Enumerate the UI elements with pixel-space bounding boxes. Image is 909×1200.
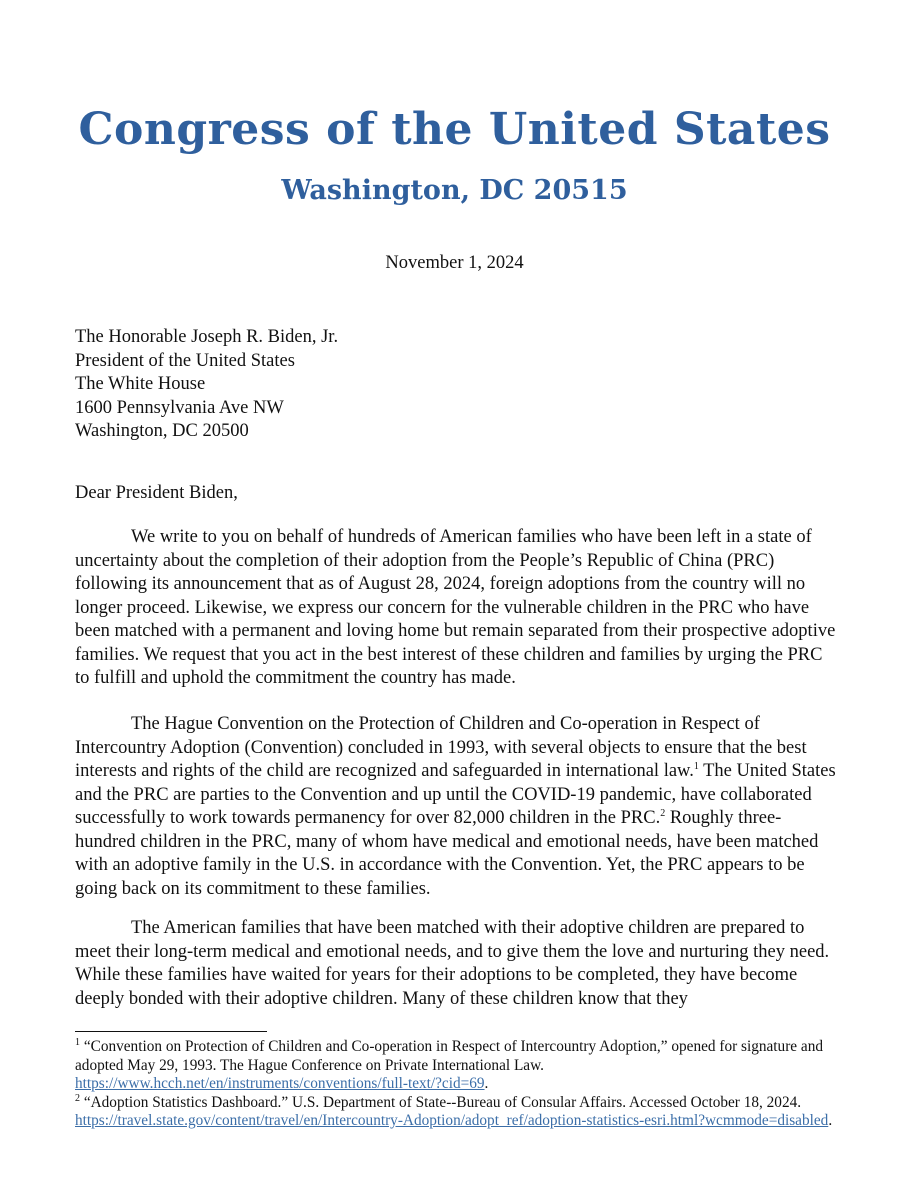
footnote-link[interactable]: https://travel.state.gov/content/travel/en/Intercountry-Adoption/adopt_ref/adoption-statistics-esri.html?wcmmode=disabled	[75, 1112, 829, 1129]
recipient-line: The Honorable Joseph R. Biden, Jr.	[75, 327, 339, 347]
footnote-divider	[75, 1031, 267, 1032]
footnote-text: “Adoption Statistics Dashboard.” U.S. Department of State--Bureau of Consular Affairs. Accessed October 18, 2024.	[80, 1093, 802, 1111]
body-paragraph-3: The American families that have been matched with their adoptive children are prepared to meet their long-term medical and emotional needs, and to give them the love and nurturing they need. While these families have waited for years for their adoptions to be completed, they have become deeply bonded with their adoptive children. Many of these children know that they	[75, 918, 830, 1009]
footnote-text: “Convention on Protection of Children and Co-operation in Respect of Intercountry Adoption,” opened for signature and adopted May 29, 1993. The Hague Conference on Private International Law.	[75, 1038, 823, 1074]
footnotes	[75, 1038, 837, 1131]
letterhead-subtitle: Washington, DC 20515	[281, 175, 628, 206]
paragraph-text: Roughly three-hundred children in the PRC, many of whom have medical and emotional needs, have been matched with an adoptive family in the U.S. in accordance with the Convention. Yet, the PRC appears to be going back on its commitment to these families.	[75, 808, 819, 899]
letterhead-title: Congress of the United States	[78, 104, 831, 155]
footnote-link[interactable]: https://www.hcch.net/en/instruments/conventions/full-text/?cid=69	[75, 1075, 485, 1092]
paragraph-text: The United States and the PRC are parties to the Convention and up until the COVID-19 pandemic, have collaborated successfully to work towards permanency for over 82,000 children in the PRC.	[75, 761, 836, 828]
recipient-address	[75, 326, 338, 444]
salutation: Dear President Biden,	[75, 483, 238, 503]
body-paragraph-1: We write to you on behalf of hundreds of American families who have been left in a state of uncertainty about the completion of their adoption from the People’s Republic of China (PRC) following its announcement that as of August 28, 2024, foreign adoptions from the country will no longer proceed. Likewise, we express our concern for the vulnerable children in the PRC who have been matched with a permanent and loving home but remain separated from their prospective adoptive families. We request that you act in the best interest of these children and families by urging the PRC to fulfill and uphold the commitment the country has made.	[75, 527, 836, 688]
recipient-line: The White House	[75, 374, 206, 394]
body-paragraph-2	[75, 713, 837, 901]
paragraph-text: The Hague Convention on the Protection of Children and Co-operation in Respect of Intercountry Adoption (Convention) concluded in 1993, with several objects to ensure that the best interests and rights of the child are recognized and safeguarded in international law.	[75, 714, 807, 781]
footnote-2	[75, 1094, 837, 1131]
recipient-line: President of the United States	[75, 350, 295, 371]
footnote-end: .	[828, 1112, 833, 1129]
footnote-number: 2	[75, 1092, 80, 1104]
footnote-number: 1	[75, 1036, 80, 1048]
footnote-end: .	[484, 1075, 489, 1092]
footnote-ref-1: 1	[693, 760, 699, 772]
recipient-line: 1600 Pennsylvania Ave NW	[75, 397, 284, 418]
footnote-1	[75, 1038, 837, 1094]
letter-date: November 1, 2024	[385, 253, 524, 273]
recipient-line: Washington, DC 20500	[75, 421, 249, 441]
footnote-ref-2: 2	[660, 807, 666, 819]
